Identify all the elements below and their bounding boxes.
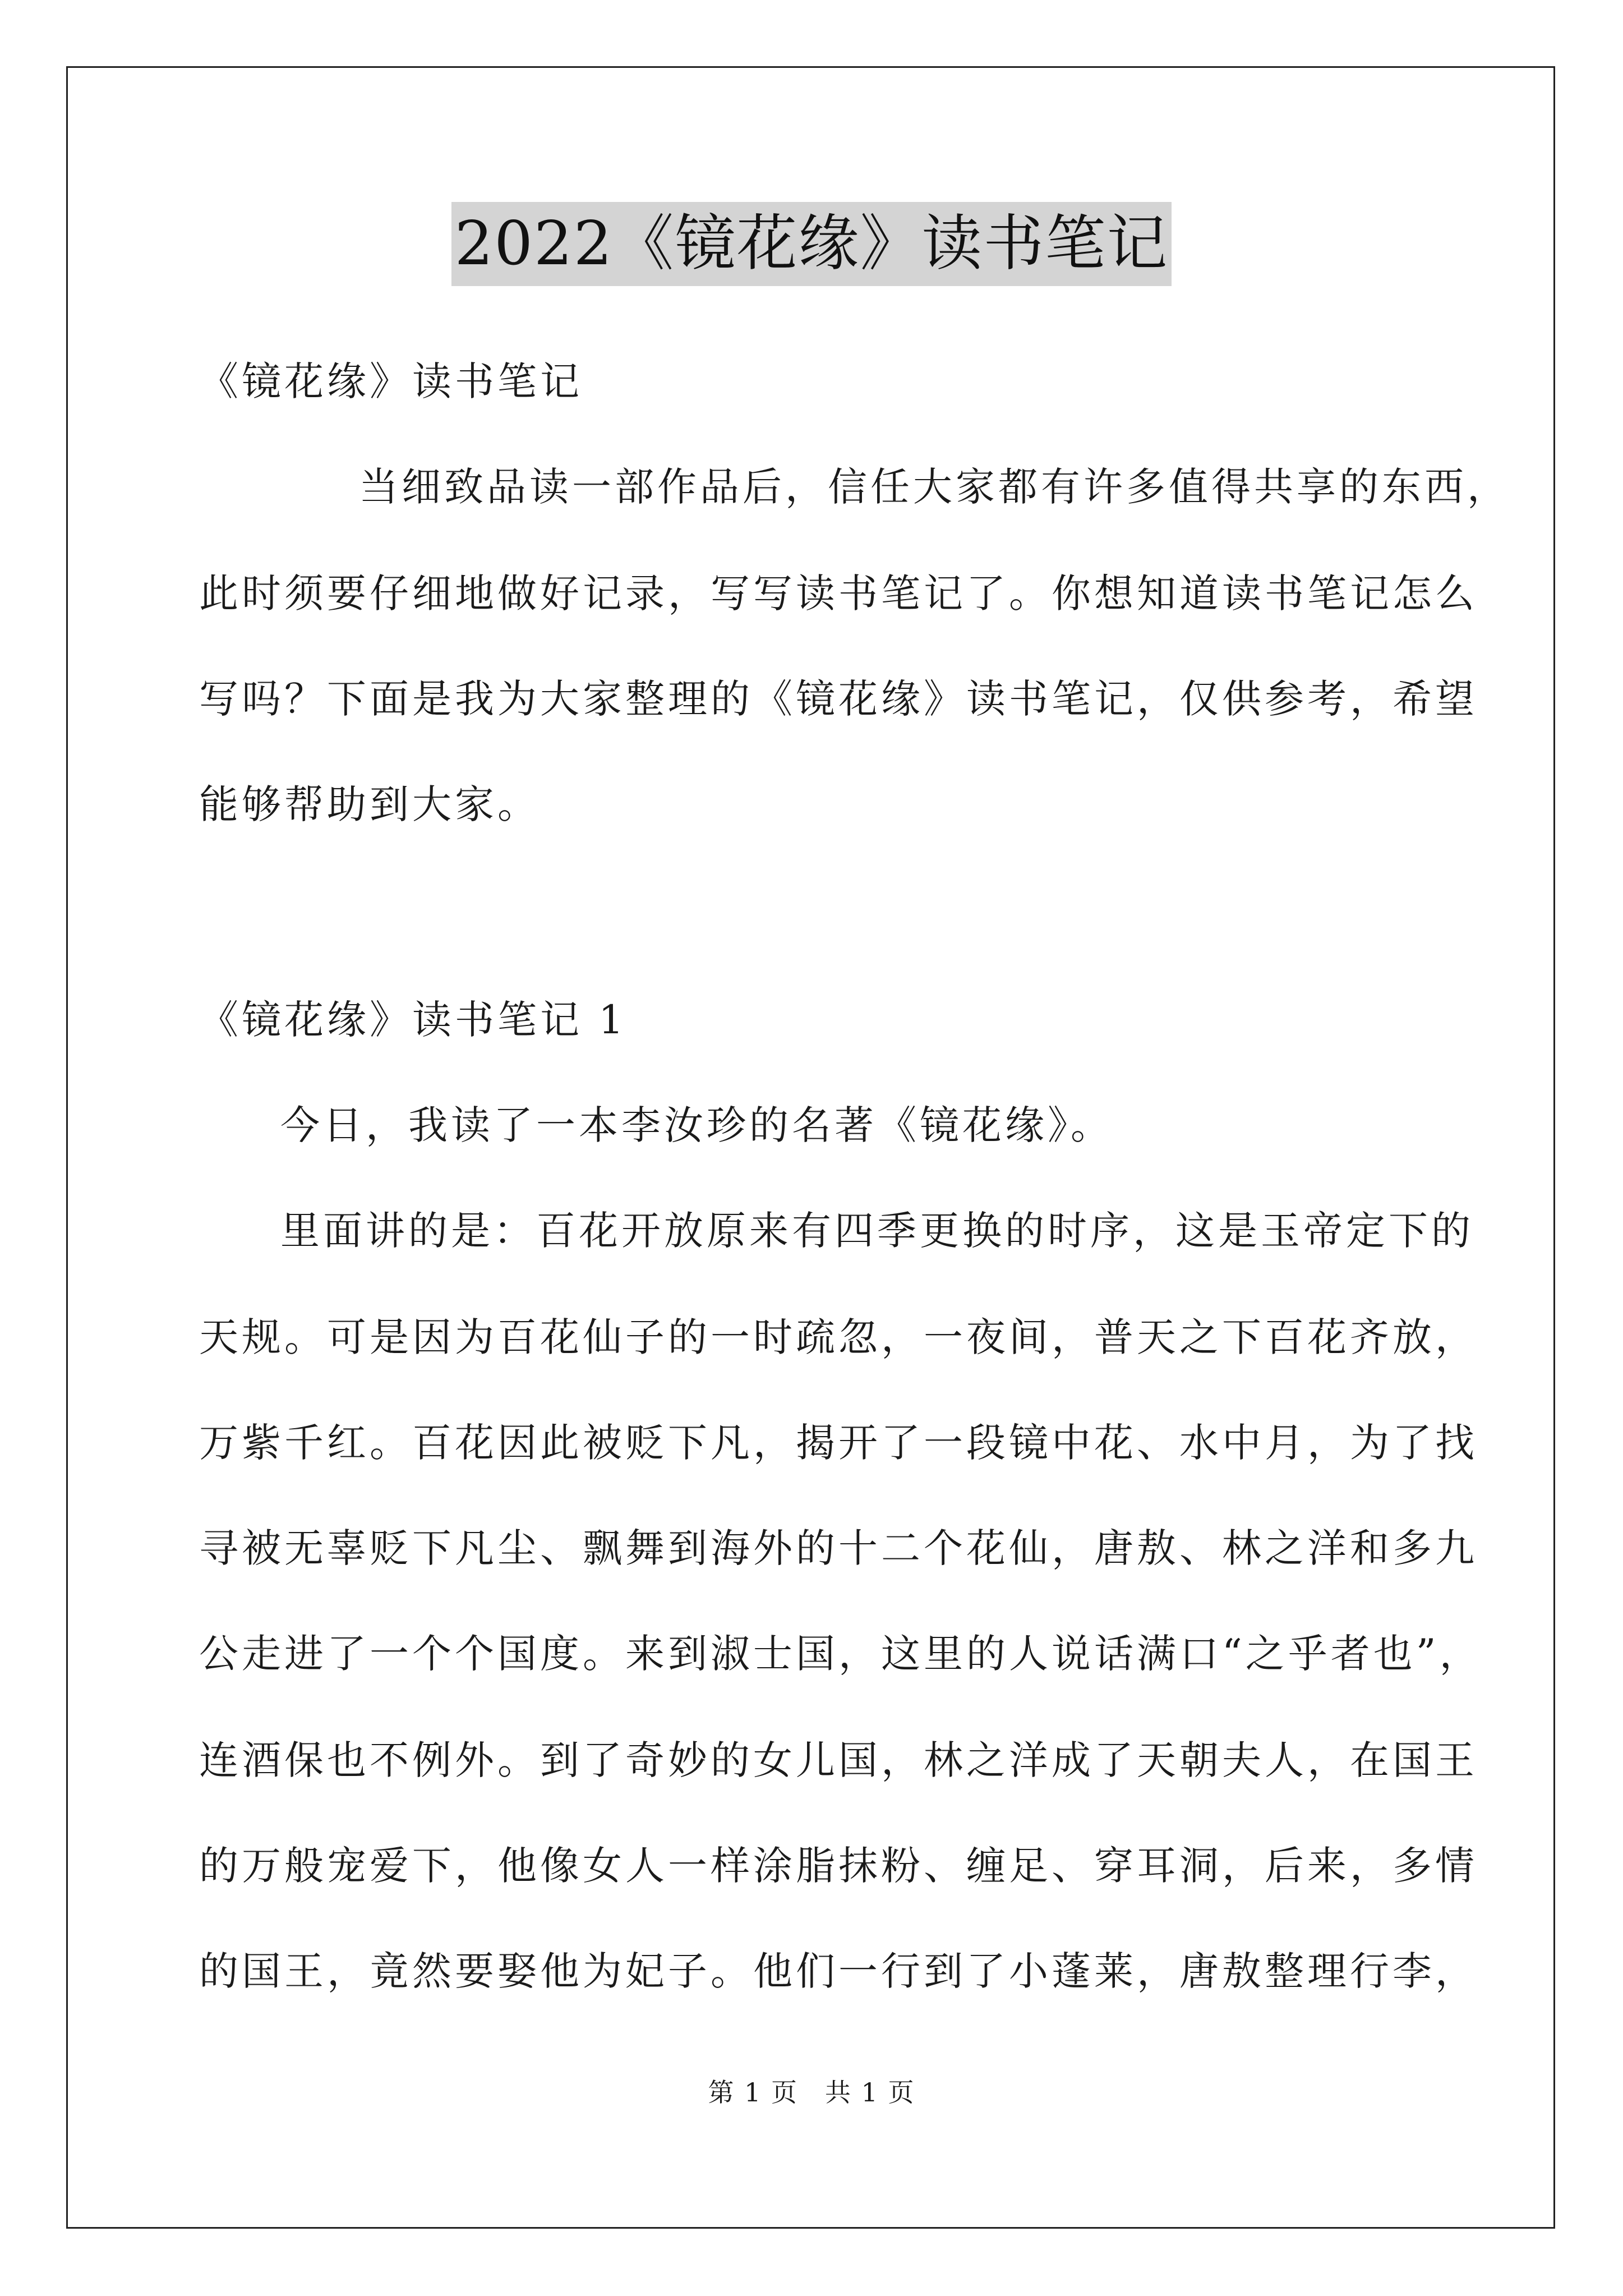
paragraph-2-line-3: 万紫千红。百花因此被贬下凡，揭开了一段镜中花、水中月，为了找	[199, 1420, 1478, 1466]
paragraph-2-line-8: 的国王，竟然要娶他为妃子。他们一行到了小蓬莱，唐敖整理行李，	[199, 1948, 1478, 1994]
paragraph-2-line-4: 寻被无辜贬下凡尘、飘舞到海外的十二个花仙，唐敖、林之洋和多九	[199, 1525, 1478, 1571]
page-footer: 第 1 页 共 1 页	[708, 2077, 915, 2108]
paragraph-1: 今日，我读了一本李汝珍的名著《镜花缘》。	[280, 1102, 1113, 1148]
paragraph-2-line-1: 里面讲的是：百花开放原来有四季更换的时序，这是玉帝定下的	[280, 1208, 1474, 1254]
paragraph-2-line-6: 连酒保也不例外。到了奇妙的女儿国，林之洋成了天朝夫人，在国王	[199, 1737, 1478, 1783]
paragraph-2-line-7: 的万般宠爱下，他像女人一样涂脂抹粉、缠足、穿耳洞，后来，多情	[199, 1843, 1478, 1889]
paragraph-2-line-2: 天规。可是因为百花仙子的一时疏忽，一夜间，普天之下百花齐放，	[199, 1314, 1478, 1360]
intro-line-3: 写吗？下面是我为大家整理的《镜花缘》读书笔记，仅供参考，希望	[199, 676, 1478, 722]
intro-line-2: 此时须要仔细地做好记录，写写读书笔记了。你想知道读书笔记怎么	[199, 570, 1478, 616]
section-heading: 《镜花缘》读书笔记 1	[199, 997, 627, 1043]
intro-line-1: 当细致品读一部作品后，信任大家都有许多值得共享的东西，	[359, 464, 1510, 510]
document-title: 2022《镜花缘》读书笔记	[451, 202, 1172, 286]
paragraph-2-line-5: 公走进了一个个国度。来到淑士国，这里的人说话满口“之乎者也”，	[199, 1631, 1482, 1677]
title-container	[0, 202, 1623, 286]
intro-heading: 《镜花缘》读书笔记	[199, 358, 583, 404]
intro-line-4: 能够帮助到大家。	[199, 781, 540, 827]
